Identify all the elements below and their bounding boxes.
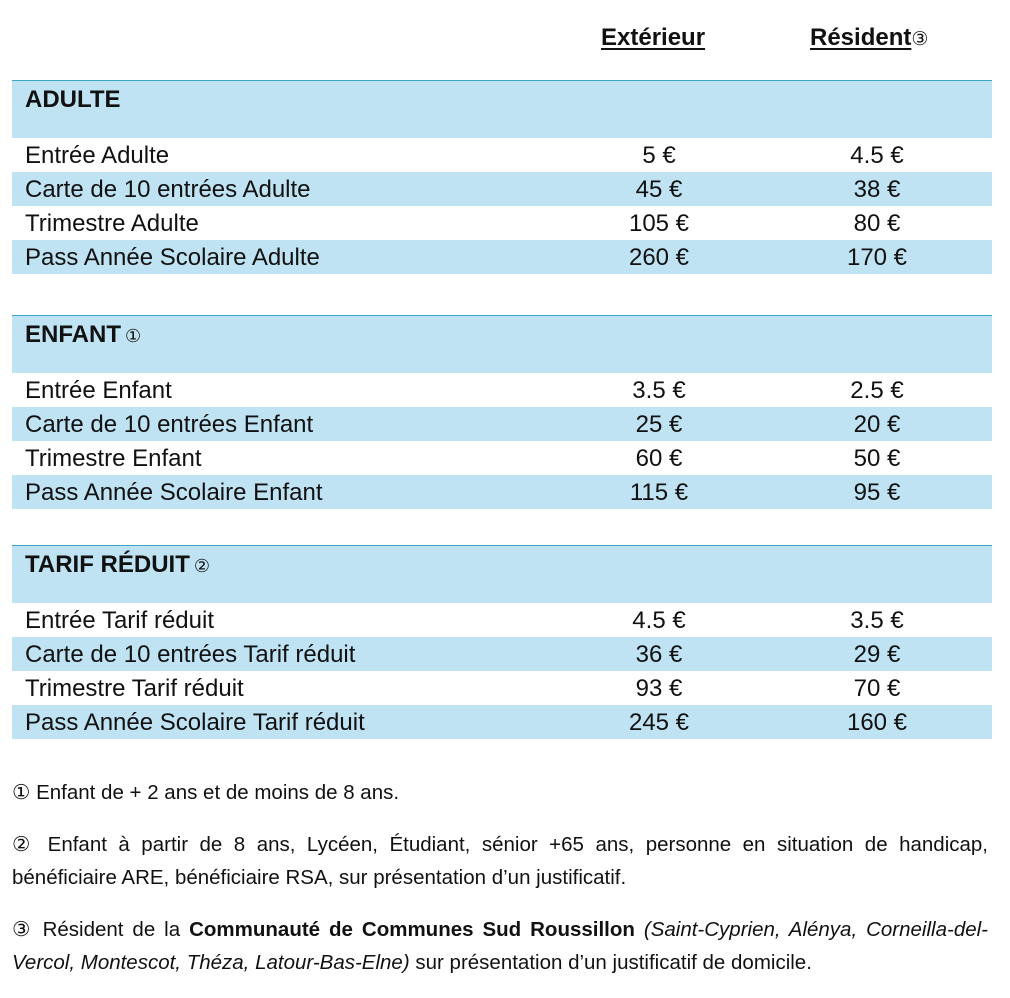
row-label: Carte de 10 entrées Enfant [25,411,314,438]
price-resident: 4.5 € [850,142,904,169]
footnotes [12,776,988,998]
section-title-text: ADULTE [25,86,121,113]
price-row [12,407,992,441]
row-label: Entrée Tarif réduit [25,607,214,634]
price-exterieur: 115 € [629,479,689,506]
price-resident: 95 € [853,479,901,506]
price-resident: 170 € [846,244,908,271]
price-resident: 29 € [853,641,901,668]
price-row [12,240,992,274]
price-exterieur: 93 € [635,675,683,702]
resident-note-marker: ③ [911,29,929,50]
row-label: Trimestre Tarif réduit [25,675,244,702]
footnote-3-towns: (Saint-Cyprien, Alénya, Corneilla-del-Vercol, Montescot, Théza, Latour-Bas-Elne) [12,918,989,974]
price-resident: 70 € [853,675,901,702]
column-header-resident-label: Résident [810,24,912,51]
section-title [25,86,125,114]
price-resident: 2.5 € [850,377,904,404]
row-label: Trimestre Enfant [25,445,202,472]
price-row [12,138,992,172]
price-exterieur: 36 € [635,641,683,668]
price-resident: 80 € [853,210,901,237]
column-header-resident [810,24,928,52]
price-row [12,671,992,705]
price-resident: 50 € [853,445,901,472]
row-label: Carte de 10 entrées Adulte [25,176,311,203]
section-header [12,80,992,138]
price-row [12,441,992,475]
section-note-marker: ② [193,556,211,576]
column-header-exterieur: Extérieur [601,24,706,51]
row-label: Entrée Enfant [25,377,172,404]
section-enfant [12,315,992,509]
price-row [12,172,992,206]
row-label: Entrée Adulte [25,142,170,169]
price-exterieur: 105 € [628,210,690,237]
footnote-2: ② Enfant à partir de 8 ans, Lycéen, Étudiant, sénior +65 ans, personne en situation de handicap, bénéficiaire ARE, bénéficiaire RSA, sur présentation d’un justificatif. [12,833,988,889]
row-label: Pass Année Scolaire Adulte [25,244,320,271]
row-label: Pass Année Scolaire Enfant [25,479,323,506]
price-exterieur: 3.5 € [632,377,686,404]
price-resident: 20 € [853,411,901,438]
price-resident: 38 € [853,176,901,203]
price-exterieur: 45 € [635,176,683,203]
row-label: Carte de 10 entrées Tarif réduit [25,641,356,668]
column-headers [0,24,1010,56]
section-title-text: TARIF RÉDUIT [25,551,190,578]
price-row [12,603,992,637]
price-row [12,206,992,240]
price-row [12,637,992,671]
price-exterieur: 245 € [628,709,690,736]
section-tarif-reduit [12,545,992,739]
row-label: Trimestre Adulte [25,210,199,237]
section-title [25,321,141,349]
footnote-3-community: Communauté de Communes Sud Roussillon [189,918,635,941]
section-title [25,551,210,579]
price-resident: 160 € [846,709,908,736]
section-adulte [12,80,992,274]
price-exterieur: 5 € [642,142,676,169]
price-resident: 3.5 € [850,607,904,634]
section-title-text: ENFANT [25,321,121,348]
price-exterieur: 260 € [628,244,690,271]
price-row [12,705,992,739]
price-row [12,373,992,407]
footnote-3-suffix: sur présentation d’un justificatif de domicile. [409,951,812,974]
section-header [12,545,992,603]
price-exterieur: 4.5 € [632,607,686,634]
footnote-3 [12,913,988,979]
section-header [12,315,992,373]
footnote-3-prefix: ③ Résident de la [12,918,190,941]
row-label: Pass Année Scolaire Tarif réduit [25,709,365,736]
footnote-1: ① Enfant de + 2 ans et de moins de 8 ans. [12,781,400,804]
section-note-marker: ① [125,326,142,346]
price-row [12,475,992,509]
price-exterieur: 60 € [635,445,683,472]
price-exterieur: 25 € [635,411,683,438]
